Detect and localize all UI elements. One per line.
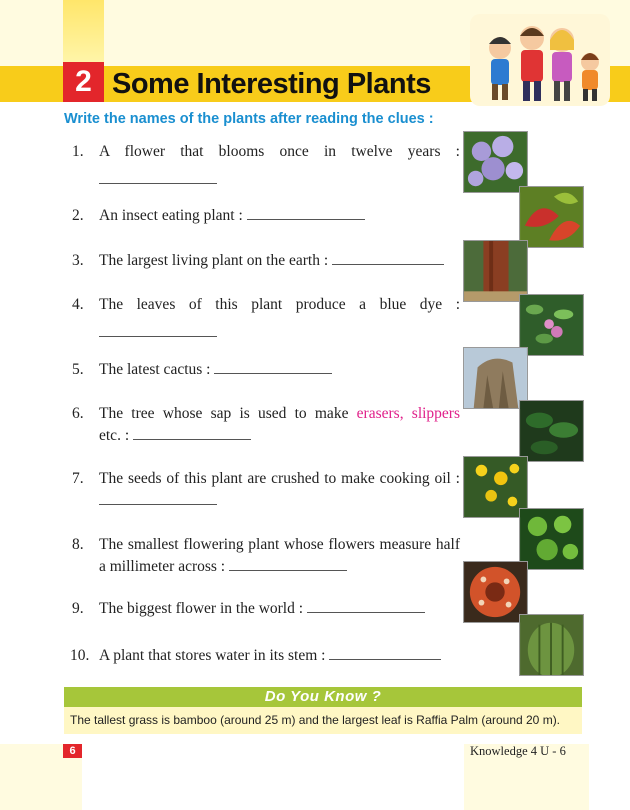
wolffia-photo bbox=[519, 508, 584, 570]
answer-blank[interactable] bbox=[99, 169, 217, 184]
do-you-know-heading: Do You Know ? bbox=[64, 687, 582, 707]
question-text: An insect eating plant : bbox=[99, 207, 243, 224]
neelakurinji-flower-photo bbox=[463, 131, 528, 193]
cactus-photo bbox=[519, 614, 584, 676]
footer-margin bbox=[589, 744, 630, 810]
question-text: The largest living plant on the earth : bbox=[99, 252, 329, 269]
giant-sequoia-photo bbox=[463, 240, 528, 302]
answer-blank[interactable] bbox=[99, 322, 217, 337]
question-number: 4. bbox=[72, 296, 84, 313]
answer-blank[interactable] bbox=[307, 598, 425, 613]
question-8 bbox=[72, 534, 460, 578]
question-number: 8. bbox=[72, 536, 84, 553]
question-text: The seeds of this plant are crushed to make cooking oil : bbox=[99, 470, 460, 487]
question-number: 2. bbox=[72, 207, 84, 224]
footer-panel bbox=[82, 744, 464, 810]
question-5 bbox=[72, 359, 460, 381]
instruction: Write the names of the plants after reading the clues : bbox=[64, 111, 434, 127]
answer-blank[interactable] bbox=[332, 250, 444, 265]
question-1 bbox=[72, 141, 460, 184]
question-3 bbox=[72, 250, 460, 272]
question-number: 5. bbox=[72, 361, 84, 378]
indigo-plant-photo bbox=[519, 294, 584, 356]
answer-blank[interactable] bbox=[214, 359, 332, 374]
question-text-cont: etc. : bbox=[99, 427, 130, 444]
page-title: Some Interesting Plants bbox=[112, 68, 431, 100]
question-number: 9. bbox=[72, 600, 84, 617]
question-9 bbox=[72, 598, 460, 620]
rubber-tree-photo bbox=[519, 400, 584, 462]
book-title: Knowledge 4 U - 6 bbox=[470, 744, 566, 758]
question-number: 3. bbox=[72, 252, 84, 269]
question-text: The latest cactus : bbox=[99, 361, 211, 378]
highlight-text: erasers, slippers bbox=[356, 405, 461, 422]
question-text: The biggest flower in the world : bbox=[99, 600, 304, 617]
page-number: 6 bbox=[63, 744, 82, 758]
question-7 bbox=[72, 468, 460, 512]
question-number: 1. bbox=[72, 143, 84, 160]
question-text: The smallest flowering plant whose flowers measure half a millimeter across : bbox=[99, 536, 460, 575]
answer-blank[interactable] bbox=[329, 645, 441, 660]
question-number: 6. bbox=[72, 405, 84, 422]
question-text: A plant that stores water in its stem : bbox=[99, 647, 326, 664]
question-number: 10. bbox=[70, 647, 90, 664]
question-6 bbox=[72, 403, 460, 447]
venus-flytrap-photo bbox=[519, 186, 584, 248]
question-text: A flower that blooms once in twelve years : bbox=[99, 143, 460, 160]
answer-blank[interactable] bbox=[229, 556, 347, 571]
answer-blank[interactable] bbox=[247, 205, 365, 220]
question-number: 7. bbox=[72, 470, 84, 487]
question-2 bbox=[72, 205, 460, 227]
question-text: The tree whose sap is used to make bbox=[99, 405, 349, 422]
chapter-tab bbox=[63, 0, 104, 70]
do-you-know-fact: The tallest grass is bamboo (around 25 m) and the largest leaf is Raffia Palm (around 20 m). bbox=[64, 707, 582, 734]
answer-blank[interactable] bbox=[99, 490, 217, 505]
question-text: The leaves of this plant produce a blue dye : bbox=[99, 296, 460, 313]
question-10 bbox=[72, 645, 460, 667]
answer-blank[interactable] bbox=[133, 425, 251, 440]
question-4 bbox=[72, 294, 460, 337]
children-illustration bbox=[470, 14, 610, 106]
chapter-number: 2 bbox=[63, 62, 104, 102]
